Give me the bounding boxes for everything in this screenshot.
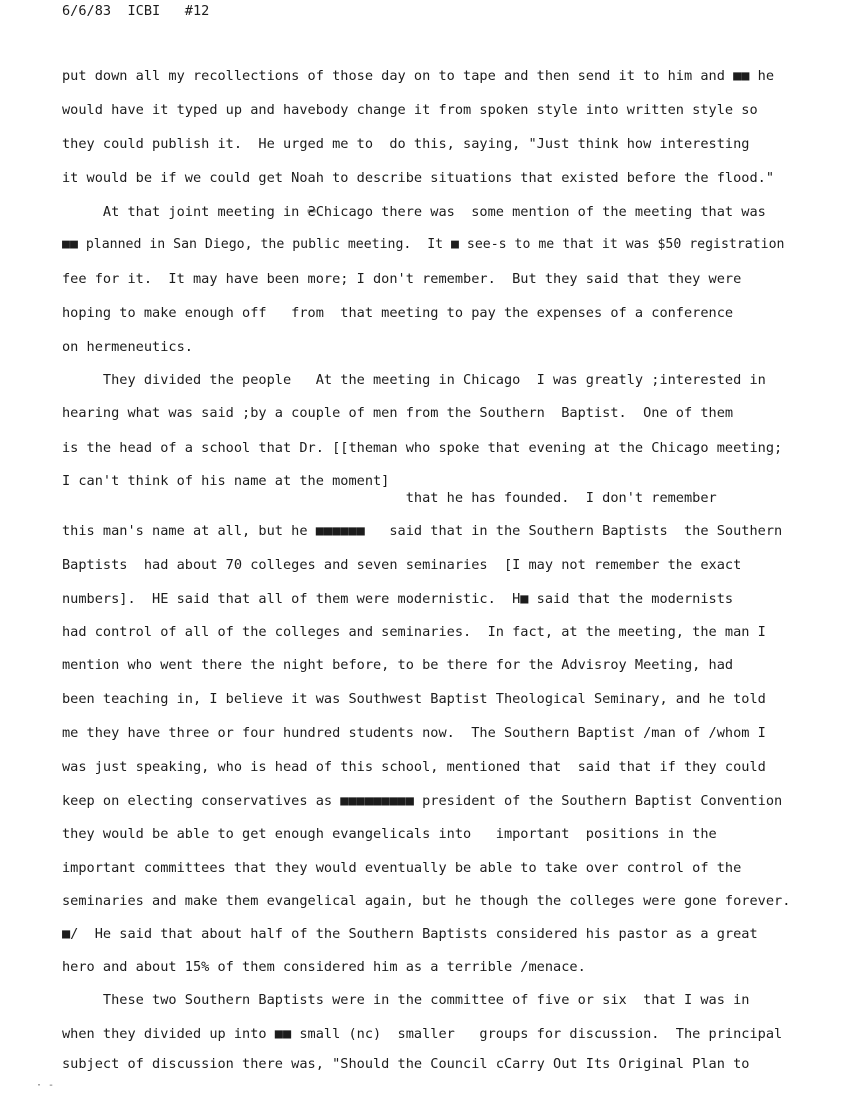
text-line: put down all my recollections of those day on to tape and then send it to him and ■■ he [62,68,775,84]
text-line: it would be if we could get Noah to describe situations that existed before the flood." [62,170,775,186]
text-line: seminaries and make them evangelical again, but he though the colleges were gone forever. [62,893,791,909]
text-line: had control of all of the colleges and seminaries. In fact, at the meeting, the man I [62,624,766,640]
text-line: hearing what was said ;by a couple of men from the Southern Baptist. One of them [62,405,734,421]
text-line: was just speaking, who is head of this school, mentioned that said that if they could [62,759,766,775]
text-line: I can't think of his name at the moment] [62,473,390,489]
text-line: keep on electing conservatives as ■■■■■■■■■ president of the Southern Baptist Convention [62,793,783,809]
page-header: 6/6/83 ICBI #12 [62,3,210,19]
text-line: they could publish it. He urged me to do this, saying, "Just think how interesting [62,136,750,152]
text-line: At that joint meeting in ₴Chicago there was some mention of the meeting that was [62,204,766,220]
text-line: that he has founded. I don't remember [62,490,717,506]
text-line: this man's name at all, but he ■■■■■■ said that in the Southern Baptists the Southern [62,523,783,539]
text-line: ■/ He said that about half of the Southern Baptists considered his pastor as a great [62,926,758,942]
text-line: important committees that they would eventually be able to take over control of the [62,860,742,876]
text-line: on hermeneutics. [62,339,193,355]
text-line: when they divided up into ■■ small (nc) smaller groups for discussion. The principal [62,1026,783,1042]
text-line: fee for it. It may have been more; I don't remember. But they said that they were [62,271,742,287]
text-line: These two Southern Baptists were in the committee of five or six that I was in [62,992,750,1008]
text-line: ■■ planned in San Diego, the public meeting. It ■ see-s to me that it was $50 registration [62,237,785,252]
text-line: Baptists had about 70 colleges and seven seminaries [I may not remember the exact [62,557,742,573]
text-line: hero and about 15% of them considered him as a terrible /menace. [62,959,586,975]
text-line: been teaching in, I believe it was Southwest Baptist Theological Seminary, and he told [62,691,766,707]
text-line: would have it typed up and havebody change it from spoken style into written style so [62,102,758,118]
text-line: me they have three or four hundred students now. The Southern Baptist /man of /whom I [62,725,766,741]
margin-mark: · - [36,1080,55,1091]
text-line: mention who went there the night before, to be there for the Advisroy Meeting, had [62,657,734,673]
text-line: hoping to make enough off from that meeting to pay the expenses of a conference [62,305,734,321]
text-line: is the head of a school that Dr. [[theman who spoke that evening at the Chicago meeting; [62,440,783,456]
text-line: subject of discussion there was, "Should the Council cCarry Out Its Original Plan to [62,1056,750,1072]
text-line: They divided the people At the meeting in Chicago I was greatly ;interested in [62,372,766,388]
text-line: numbers]. HE said that all of them were modernistic. H■ said that the modernists [62,591,734,607]
text-line: they would be able to get enough evangelicals into important positions in the [62,826,717,842]
